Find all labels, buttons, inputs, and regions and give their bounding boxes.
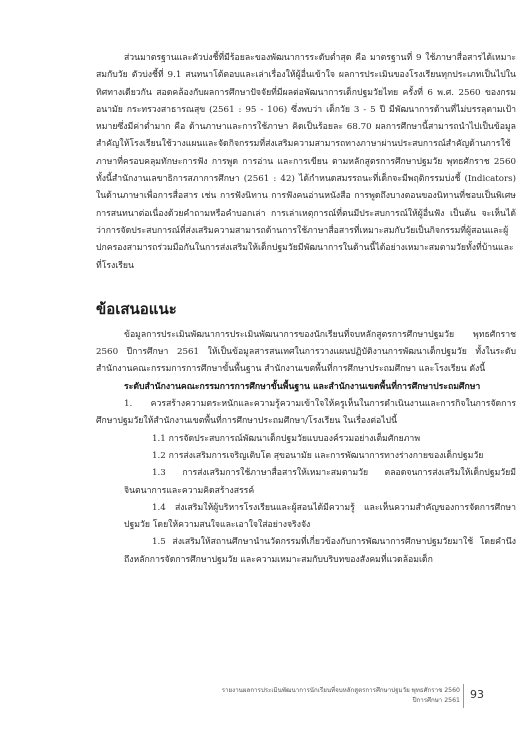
sub-item: 1.4 ส่งเสริมให้ผู้บริหารโรงเรียนและผู้สอนได้มีความรู้ และเห็นความสำคัญของการจัดการศึกษาปฐมวัย โดยให้ความสนใจและเอาใจใส่อย่างจริงจัง xyxy=(124,502,516,531)
section-heading: ข้อเสนอแนะ xyxy=(96,299,177,318)
sub-item: 1.3 การส่งเสริมการใช้ภาษาสื่อสารให้เหมาะสมตามวัย ตลอดจนการส่งเสริมให้เด็กปฐมวัยมีจินตนาการและความคิดสร้างสรรค์ xyxy=(124,468,516,496)
sub-item: 1.5 ส่งเสริมให้สถานศึกษานำนวัตกรรมที่เกี่ยวข้องกับการพัฒนาการศึกษาปฐมวัยมาใช้ โดยคำนึงถึงหลักการจัดการศึกษาปฐมวัย และความเหมาะสมกับบริบทของสังคมที่แวดล้อมเด็ก xyxy=(124,537,516,565)
page-body xyxy=(96,50,516,569)
footer-text xyxy=(150,686,460,706)
sub-item: 1.2 การส่งเสริมการเจริญเติบโต สุขอนามัย และการพัฒนาการทางร่างกายของเด็กปฐมวัย xyxy=(152,450,484,461)
sub-item: 1.1 การจัดประสบการณ์พัฒนาเด็กปฐมวัยแบบองค์รวมอย่างเต็มศักยภาพ xyxy=(152,433,421,444)
page-number: 93 xyxy=(470,688,484,701)
point-1: 1. ควรสร้างความตระหนักและความรู้ความเข้าใจให้ครูเห็นในการดำเนินงานและการกิจในการจัดการศึกษาปฐมวัยให้สำนักงานเขตพื้นที่การศึกษาประถมศึกษา/โรงเรียน ในเรื่องต่อไปนี้ xyxy=(96,399,516,427)
footer-divider xyxy=(463,684,464,708)
section-intro: ข้อมูลการประเมินพัฒนาการประเมินพัฒนาการของนักเรียนที่จบหลักสูตรการศึกษาปฐมวัย พุทธศักราช 2560 ปีการศึกษา 2561 ให้เป็นข้อมูลสารสนเทศในการวางแผนปฏิบัติงานการพัฒนาเด็กปฐมวัย ทั้งในระดับสำนักงานคณะกรรมการการศึกษาขั้นพื้นฐาน สำนักงานเขตพื้นที่การศึกษาประถมศึกษา และโรงเรียน ดังนี้ xyxy=(96,329,516,375)
subheading: ระดับสำนักงานคณะกรรมการการศึกษาขั้นพื้นฐาน และสำนักงานเขตพื้นที่การศึกษาประถมศึกษา xyxy=(124,381,481,392)
footer-line1: รายงานผลการประเมินพัฒนาการนักเรียนที่จบหลักสูตรการศึกษาปฐมวัย พุทธศักราช 2560 xyxy=(221,687,460,694)
intro-paragraph: ส่วนมาตรฐานและตัวบ่งชี้ที่มีร้อยละของพัฒนาการระดับต่ำสุด คือ มาตรฐานที่ 9 ใช้ภาษาสื่อสารได้เหมาะสมกับวัย ตัวบ่งชี้ที่ 9.1 สนทนาโต้ตอบและเล่าเรื่องให้ผู้อื่นเข้าใจ ผลการประเมินของโรงเรียนทุกประเภทเป็นไปในทิศทางเดียวกัน สอดคล้องกับผลการศึกษาปัจจัยที่มีผลต่อพัฒนาการเด็กปฐมวัยไทย ครั้งที่ 6 พ.ศ. 2560 ของกรมอนามัย กระทรวงสาธารณสุข (2561 : 95 - 106) ซึ่งพบว่า เด็กวัย 3 - 5 ปี มีพัฒนาการด้านที่ไม่บรรลุตามเป้าหมายซึ่งมีค่าต่ำมาก คือ ด้านภาษาและการใช้ภาษา คิดเป็นร้อยละ 68.70 ผลการศึกษานี้สามารถนำไปเป็นข้อมูลสำคัญให้โรงเรียนใช้วางแผนและจัดกิจกรรมที่ส่งเสริมความสามารถทางภาษาผ่านประสบการณ์สำคัญด้านการใช้ภาษาที่ครอบคลุมทักษะการฟัง การพูด การอ่าน และการเขียน ตามหลักสูตรการศึกษาปฐมวัย พุทธศักราช 2560 ทั้งนี้สำนักงานเลขาธิการสภาการศึกษา (2561 : 42) ได้กำหนดสมรรถนะที่เด็กจะมีพฤติกรรมบ่งชี้ (Indicators) ในด้านภาษาเพื่อการสื่อสาร เช่น การฟังนิทาน การฟังคนอ่านหนังสือ การพูดถึงบางตอนของนิทานที่ชอบเป็นพิเศษ การสนทนาต่อเนื่องด้วยคำถามหรือคำบอกเล่า การเล่าเหตุการณ์ที่ตนมีประสบการณ์ให้ผู้อื่นฟัง เป็นต้น จะเห็นได้ว่าการจัดประสบการณ์ที่ส่งเสริมความสามารถด้านการใช้ภาษาสื่อสารที่เหมาะสมกับวัยเป็นกิจกรรมที่ผู้สอนและผู้ปกครองสามารถร่วมมือกันในการส่งเสริมให้เด็กปฐมวัยมีพัฒนาการในด้านนี้ได้อย่างเหมาะสมตามวัยทั้งที่บ้านและที่โรงเรียน xyxy=(96,53,516,271)
footer-line2: ปีการศึกษา 2561 xyxy=(412,697,460,704)
